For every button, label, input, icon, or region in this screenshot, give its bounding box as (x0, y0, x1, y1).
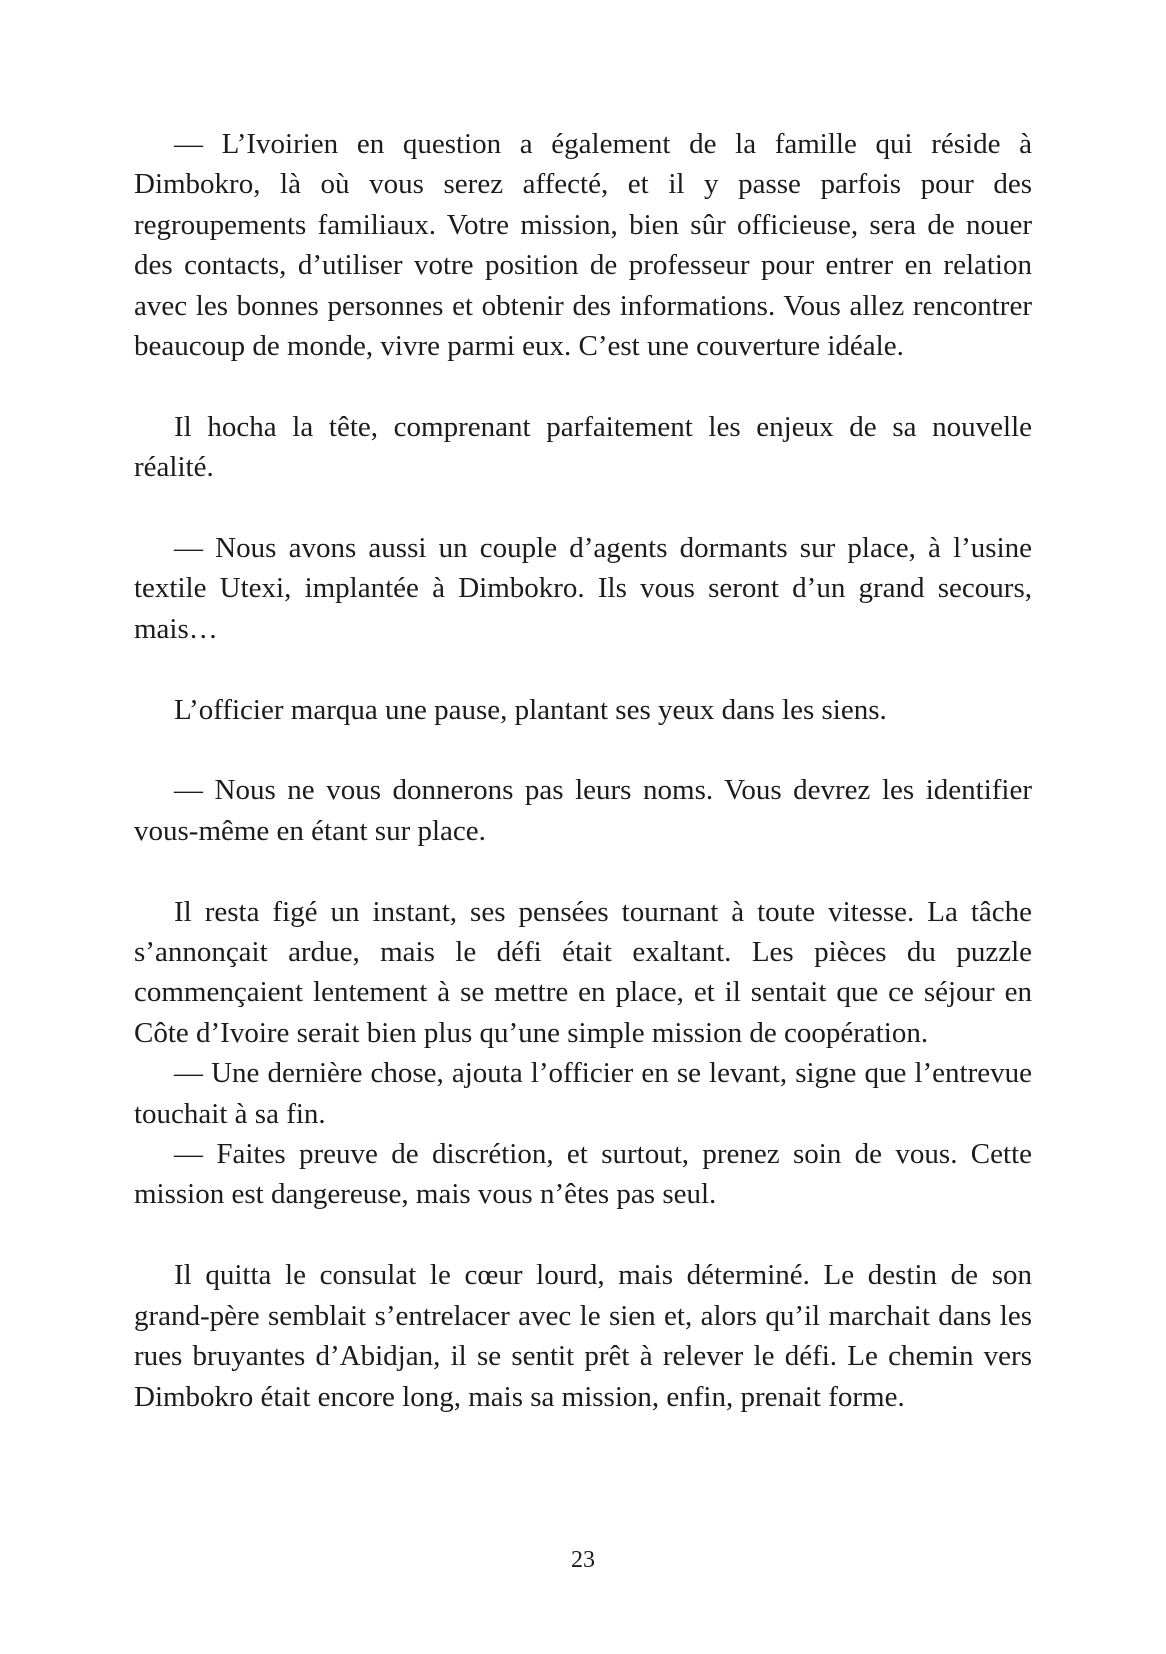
paragraph: — Faites preuve de discrétion, et surtout, prenez soin de vous. Cette mission est dangereuse, mais vous n’êtes pas seul. (134, 1138, 1032, 1211)
paragraph: — Nous avons aussi un couple d’agents dormants sur place, à l’usine textile Utexi, implantée à Dimbokro. Ils vous seront d’un grand secours, mais… (134, 532, 1032, 645)
paragraph: — L’Ivoirien en question a également de la famille qui réside à Dimbokro, là où vous serez affecté, et il y passe parfois pour des regroupements familiaux. Votre mission, bien sûr officieuse, sera de nouer des contacts, d’utiliser votre position de professeur pour entrer en relation avec les bonnes personnes et obtenir des informations. Vous allez rencontrer beaucoup de monde, vivre parmi eux. C’est une couverture idéale. (134, 128, 1032, 363)
paragraph: Il resta figé un instant, ses pensées tournant à toute vitesse. La tâche s’annonçait ardue, mais le défi était exaltant. Les pièces du puzzle commençaient lentement à se mettre en place, et il sentait que ce séjour en Côte d’Ivoire serait bien plus qu’une simple mission de coopération. (134, 895, 1032, 1049)
paragraph: Il hocha la tête, comprenant parfaitement les enjeux de sa nouvelle réalité. (134, 410, 1032, 484)
page-number: 23 (571, 1547, 595, 1573)
paragraph: — Une dernière chose, ajouta l’officier en se levant, signe que l’entrevue touchait à sa fin. (134, 1057, 1032, 1130)
paragraph: — Nous ne vous donnerons pas leurs noms. Vous devrez les identifier vous-même en étant sur place. (134, 774, 1032, 847)
body-text (134, 124, 1032, 1417)
paragraph: Il quitta le consulat le cœur lourd, mais déterminé. Le destin de son grand-père semblait s’entrelacer avec le sien et, alors qu’il marchait dans les rues bruyantes d’Abidjan, il se sentit prêt à relever le défi. Le chemin vers Dimbokro était encore long, mais sa mission, enfin, prenait forme. (134, 1259, 1032, 1413)
paragraph: L’officier marqua une pause, plantant ses yeux dans les siens. (174, 693, 887, 726)
